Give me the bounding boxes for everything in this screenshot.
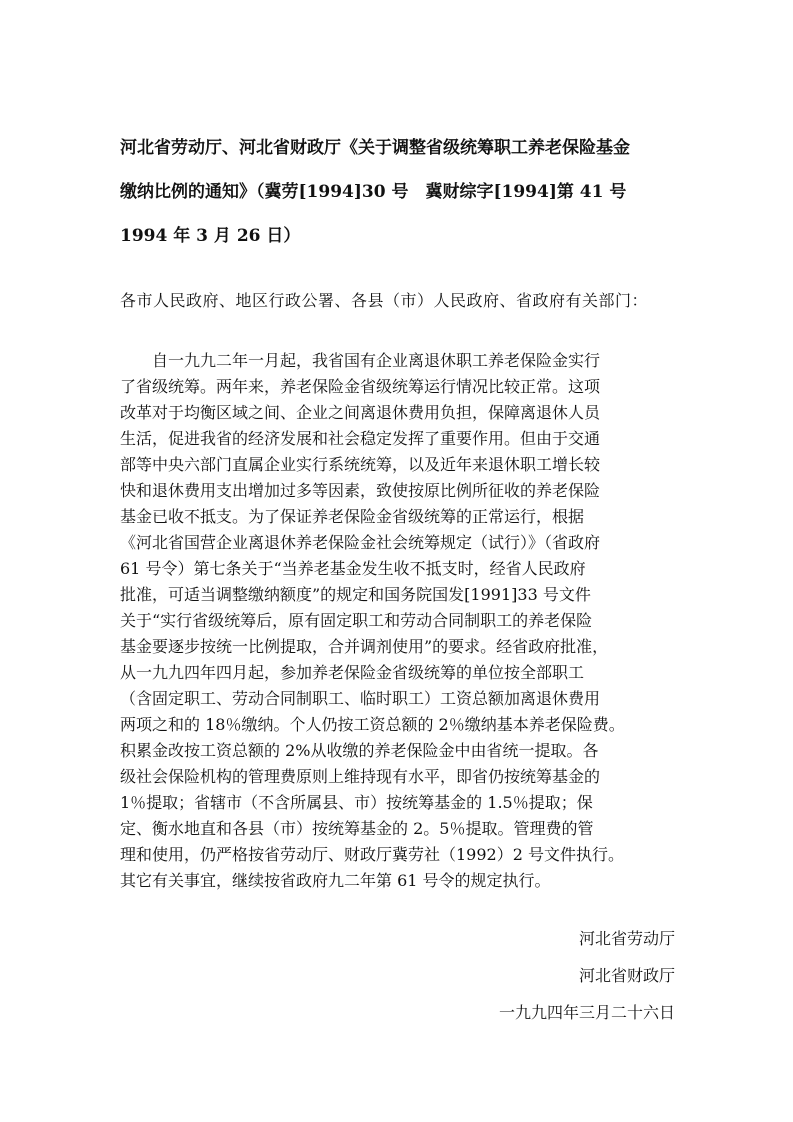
- body-line: 从一九九四年四月起，参加养老保险金省级统筹的单位按全部职工: [120, 663, 585, 682]
- body-line: 定、衡水地直和各县（市）按统筹基金的 2。5％提取。管理费的管: [120, 819, 594, 838]
- body-line: 快和退休费用支出增加过多等因素，致使按原比例所征收的养老保险: [120, 481, 601, 500]
- body-line: 了省级统筹。两年来，养老保险金省级统筹运行情况比较正常。这项: [120, 377, 601, 396]
- title-line-2: 缴纳比例的通知》（冀劳[1994]30 号 冀财综字[1994]第 41 号: [120, 182, 627, 202]
- document-title: [120, 126, 680, 258]
- body-line: 其它有关事宜，继续按省政府九二年第 61 号令的规定执行。: [120, 871, 551, 890]
- body-line: 基金已收不抵支。为了保证养老保险金省级统筹的正常运行，根据: [120, 507, 585, 526]
- salutation: 各市人民政府、地区行政公署、各县（市）人民政府、省政府有关部门：: [120, 291, 649, 310]
- body-line: 批准，可适当调整缴纳额度”的规定和国务院国发[1991]33 号文件: [120, 585, 591, 604]
- body-line: 改革对于均衡区域之间、企业之间离退休费用负担，保障离退休人员: [120, 403, 601, 422]
- body-line: 生活，促进我省的经济发展和社会稳定发挥了重要作用。但由于交通: [120, 429, 601, 448]
- title-line-3: 1994 年 3 月 26 日）: [120, 226, 301, 246]
- body-line: 两项之和的 18％缴纳。个人仍按工资总额的 2％缴纳基本养老保险费。: [120, 715, 625, 734]
- body-line: 关于“实行省级统筹后，原有固定职工和劳动合同制职工的养老保险: [120, 611, 593, 630]
- signature-date: 一九九四年三月二十六日: [498, 1003, 675, 1022]
- body-paragraph: [120, 348, 685, 894]
- signature-finance-dept: 河北省财政厅: [578, 966, 675, 985]
- signature-block: [375, 920, 675, 1031]
- body-line: 61 号令）第七条关于“当养老基金发生收不抵支时，经省人民政府: [120, 559, 586, 578]
- body-line: 自一九九二年一月起，我省国有企业离退休职工养老保险金实行: [120, 351, 601, 370]
- signature-labor-dept: 河北省劳动厅: [578, 929, 675, 948]
- body-line: 基金要逐步按统一比例提取，合并调剂使用”的要求。经省政府批准，: [120, 637, 609, 656]
- title-line-1: 河北省劳动厅、河北省财政厅《关于调整省级统筹职工养老保险基金: [120, 138, 630, 158]
- body-line: 积累金改按工资总额的 2%从收缴的养老保险金中由省统一提取。各: [120, 741, 599, 760]
- body-line: 部等中央六部门直属企业实行系统统筹，以及近年来退休职工增长较: [120, 455, 601, 474]
- body-line: 级社会保险机构的管理费原则上维持现有水平，即省仍按统筹基金的: [120, 767, 601, 786]
- body-line: 理和使用，仍严格按省劳动厅、财政厅冀劳社（1992）2 号文件执行。: [120, 845, 624, 864]
- body-line: 1％提取；省辖市（不含所属县、市）按统筹基金的 1.5％提取；保: [120, 793, 593, 812]
- body-line: 《河北省国营企业离退休养老保险金社会统筹规定（试行）》（省政府: [120, 533, 601, 552]
- body-line: （含固定职工、劳动合同制职工、临时职工）工资总额加离退休费用: [120, 689, 601, 708]
